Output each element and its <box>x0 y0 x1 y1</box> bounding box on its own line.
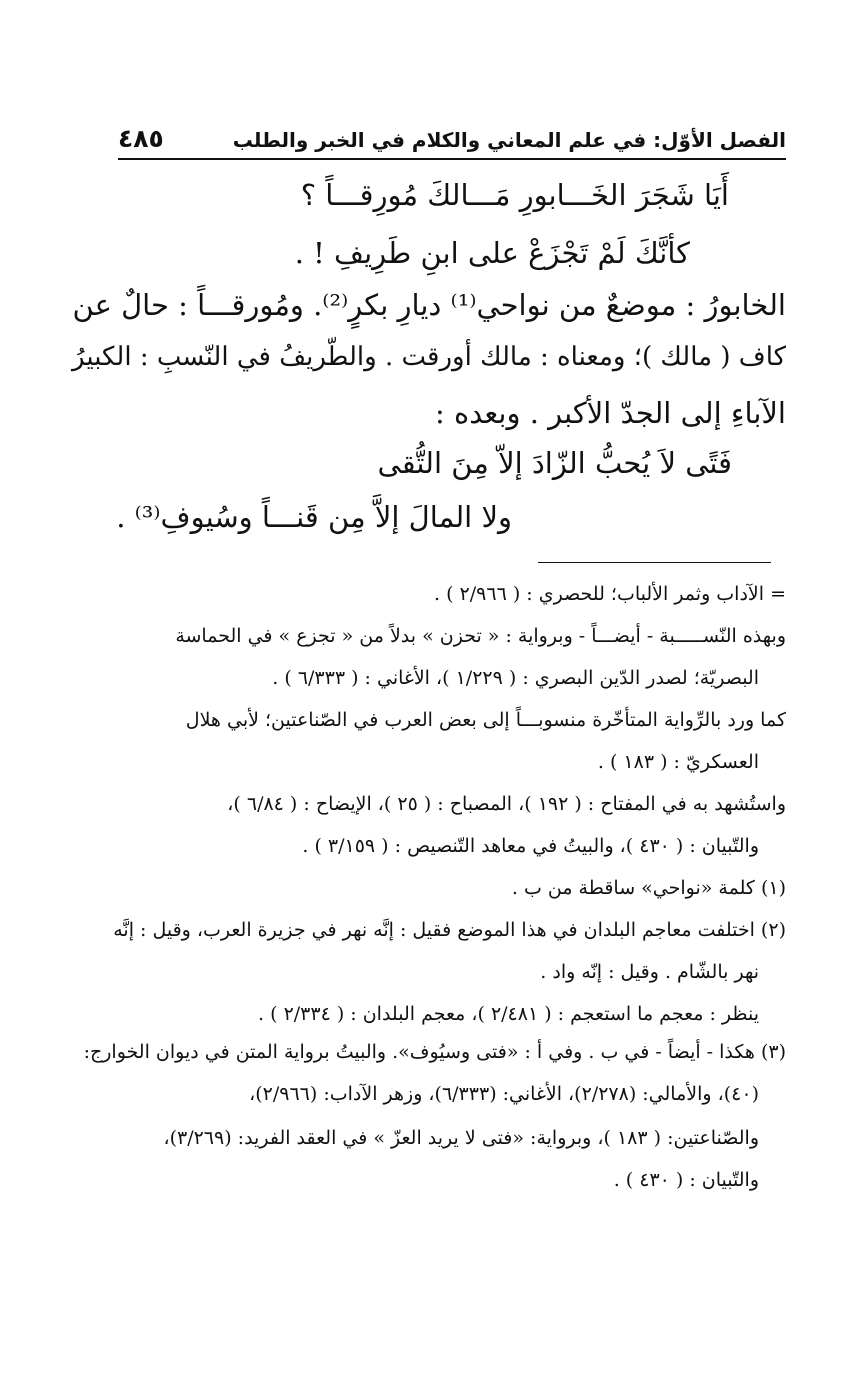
prose-line-2: كاف ( مالك )؛ ومعناه : مالك أورقت . والطّريفُ في النّسبِ : الكبيرُ <box>72 342 786 372</box>
verse-line-1: أَيَا شَجَرَ الخَـــابورِ مَـــالكَ مُورِقـــاً ؟ <box>300 178 729 212</box>
footnote-3-line-2: (٤٠)، والأمالي: (٢/٢٧٨)، الأغاني: (٦/٣٣٣)، وزهر الآداب: (٢/٩٦٦)، <box>249 1083 759 1105</box>
page-number: ٤٨٥ <box>118 124 164 153</box>
footnote-continued-line-7: والتّبيان : ( ٤٣٠ )، والبيتُ في معاهد التّنصيص : ( ٣/١٥٩ ) . <box>302 835 759 857</box>
footnote-continued-line-4: كما ورد بالرِّواية المتأخّرة منسوبـــاً إلى بعض العرب في الصّناعتين؛ لأبي هلال <box>185 709 786 731</box>
chapter-title: الفصل الأوّل: في علم المعاني والكلام في الخبر والطلب <box>232 128 786 152</box>
header-divider <box>118 158 786 160</box>
footnote-3-line-1: (٣) هكذا - أيضاً - في ب . وفي أ : «فتى وسيُوف». والبيتُ برواية المتن في ديوان الخوارج: <box>83 1041 786 1063</box>
running-header <box>118 122 786 162</box>
footnote-continued-line-2: وبهذه النّســـــبة - أيضـــاً - وبرواية : « تحزن » بدلاً من « تجزع » في الحماسة <box>175 625 786 647</box>
footnote-continued-line-3: البصريّة؛ لصدر الدّين البصري : ( ١/٢٢٩ )، الأغاني : ( ٦/٣٣٣ ) . <box>272 667 759 689</box>
footnote-3-line-3: والصّناعتين: ( ١٨٣ )، وبرواية: «فتى لا يريد العزّ » في العقد الفريد: (٣/٢٦٩)، <box>163 1127 759 1149</box>
verse-line-4: ولا المالَ إلاَّ مِن قَنـــاً وسُيوفِ⁽³⁾ . <box>116 500 512 534</box>
footnote-2-line-2: نهر بالشّام . وقيل : إنّه واد . <box>540 961 759 983</box>
footnote-1: (١) كلمة «نواحي» ساقطة من ب . <box>511 877 786 899</box>
footnote-3-line-4: والتّبيان : ( ٤٣٠ ) . <box>613 1169 759 1191</box>
footnote-2-line-3: ينظر : معجم ما استعجم : ( ٢/٤٨١ )، معجم البلدان : ( ٢/٣٣٤ ) . <box>258 1003 759 1025</box>
verse-line-2: كأنَّكَ لَمْ تَجْزَعْ على ابنِ طَرِيفِ ! . <box>294 236 690 270</box>
footnote-continued-line-1: = الآداب وثمر الألباب؛ للحصري : ( ٢/٩٦٦ ) . <box>434 583 786 605</box>
prose-line-1: الخابورُ : موضعٌ من نواحي⁽¹⁾ ديارِ بكرٍ⁽²⁾. ومُورقـــاً : حالٌ عن <box>72 288 786 322</box>
footnote-2-line-1: (٢) اختلفت معاجم البلدان في هذا الموضع فقيل : إنَّه نهر في جزيرة العرب، وقيل : إنَّه <box>113 919 786 941</box>
footnote-continued-line-6: واستُشهد به في المفتاح : ( ١٩٢ )، المصباح : ( ٢٥ )، الإيضاح : ( ٦/٨٤ )، <box>227 793 786 815</box>
footnote-divider <box>538 562 771 563</box>
prose-line-3: الآباءِ إلى الجدّ الأكبر . وبعده : <box>435 396 786 430</box>
verse-line-3: فَتًى لاَ يُحبُّ الزّادَ إلاّ مِنَ التُّقى <box>377 446 732 480</box>
footnote-continued-line-5: العسكريّ : ( ١٨٣ ) . <box>597 751 759 773</box>
